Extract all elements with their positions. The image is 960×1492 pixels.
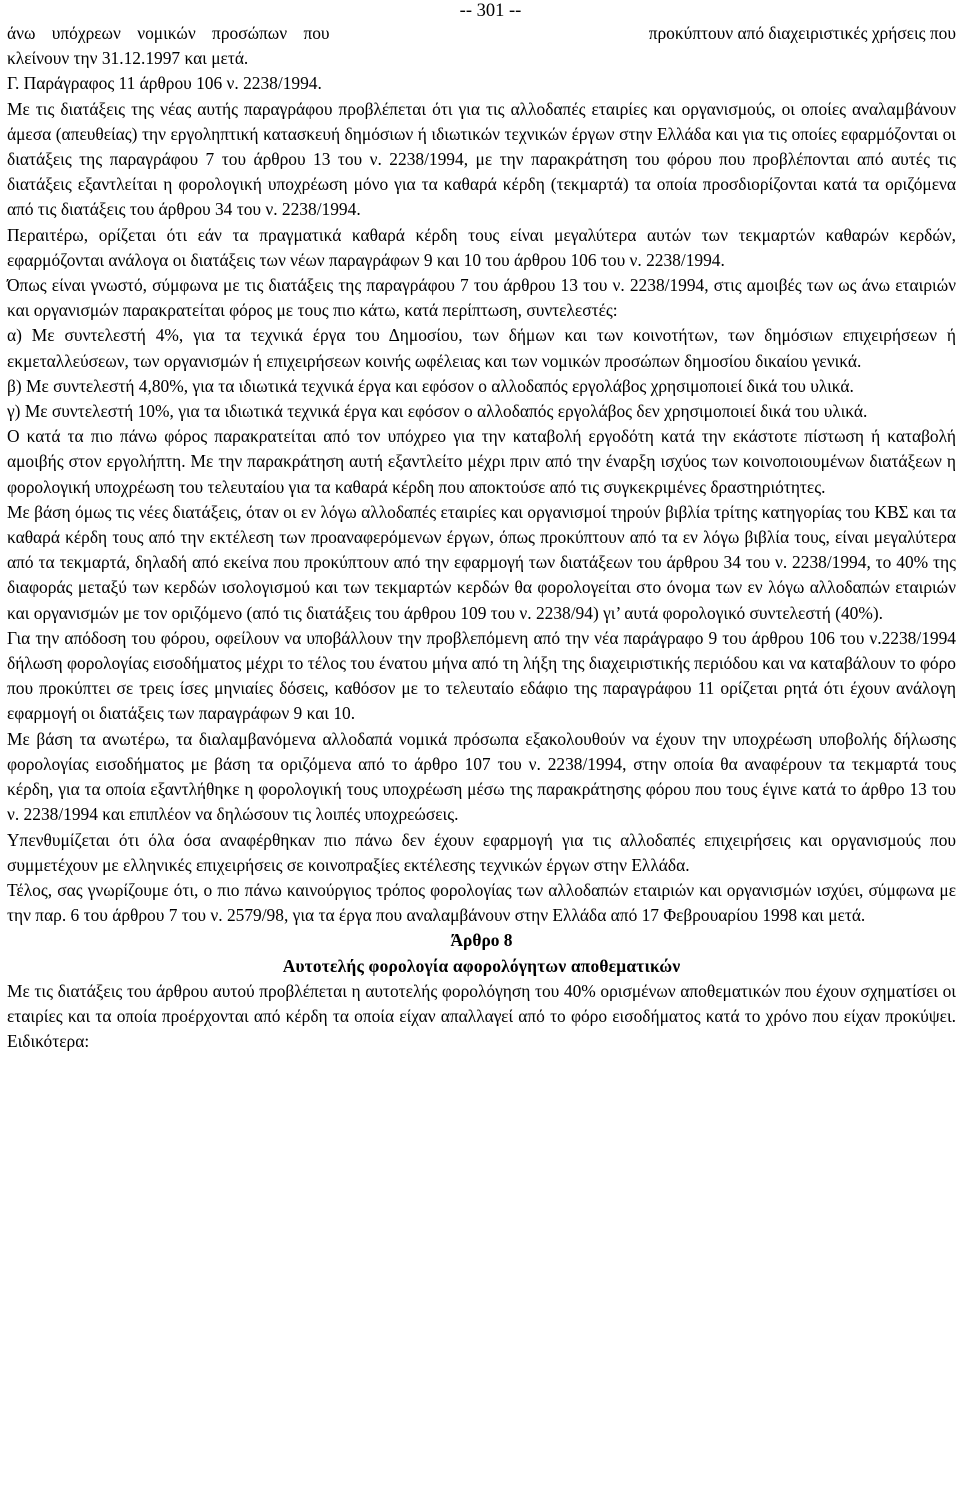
article-title: Αυτοτελής φορολογία αφορολόγητων αποθεματικών bbox=[282, 955, 681, 976]
continuation-line bbox=[7, 21, 956, 46]
list-item-rate-a: α) Με συντελεστή 4%, για τα τεχνικά έργα του Δημοσίου, των δήμων και των κοινοτήτων, των δημόσιων επιχειρήσεων ή εκμεταλλεύσεων, των οργανισμών ή επιχειρήσεων κοινής ωφέλειας και των νομικών προσώπων δημοσίου δικαίου γενικά. bbox=[7, 325, 956, 371]
article-number: Άρθρο 8 bbox=[450, 930, 513, 951]
paragraph-declaration: Με βάση τα ανωτέρω, τα διαλαμβανόμενα αλλοδαπά νομικά πρόσωπα εξακολουθούν να έχουν την υποχρέωση υποβολής δήλωσης φορολογίας εισοδήματος με βάση τα οριζόμενα από το άρθρο 107 του ν. 2238/1994, στην οποία θα αναφέρουν τα τεκμαρτά τους κέρδη, για τα οποία εξαντλήθηκε η φορολογική τους υποχρέωση μέσω της παρακράτησης φόρου που τους έγινε κατά το άρθρο 13 του ν. 2238/1994 και επιπλέον να δηλώσουν τις λοιπές υποχρεώσεις. bbox=[7, 728, 956, 825]
paragraph-withholding-rates: Όπως είναι γνωστό, σύμφωνα με τις διατάξεις της παραγράφου 7 του άρθρου 13 του ν. 2238/1994, στις αμοιβές των ως άνω εταιριών και οργανισμών παρακρατείται φόρος με τους πιο κάτω, κατά περίπτωση, συντελεστές: bbox=[7, 275, 956, 321]
paragraph-tax-payment: Για την απόδοση του φόρου, οφείλουν να υποβάλλουν την προβλεπόμενη από την νέα παράγραφο 9 του άρθρου 106 του ν.2238/1994 δήλωση φορολογίας εισοδήματος μέχρι το τέλος του ένατου μήνα από τη λήξη της διαχειριστικής περιόδου και να καταβάλουν το φόρο που προκύπτει σε τρεις ίσες μηνιαίες δόσεις, καθόσον με το τελευταίο εδάφιο της παραγράφου 11 ορίζεται ρητά ότι έχουν ανάλογη εφαρμογή οι διατάξεις των παραγράφων 9 και 10. bbox=[7, 627, 957, 724]
paragraph-closing-date: κλείνουν την 31.12.1997 και μετά. bbox=[7, 48, 249, 69]
document-page bbox=[7, 2, 956, 1054]
continuation-line-left: άνω υπόχρεων νομικών προσώπων που bbox=[7, 23, 330, 43]
paragraph-actual-profits: Περαιτέρω, ορίζεται ότι εάν τα πραγματικά καθαρά κέρδη τους είναι μεγαλύτερα αυτών των τεκμαρτών καθαρών κερδών, εφαρμόζονται ανάλογα οι διατάξεις των νέων παραγράφων 9 και 10 του άρθρου 106 του ν. 2238/1994. bbox=[7, 224, 956, 270]
list-item-rate-b: β) Με συντελεστή 4,80%, για τα ιδιωτικά τεχνικά έργα και εφόσον ο αλλοδαπός εργολάβος χρησιμοποιεί δικά του υλικά. bbox=[7, 375, 854, 396]
paragraph-foreign-companies: Με τις διατάξεις της νέας αυτής παραγράφου προβλέπεται ότι για τις αλλοδαπές εταιρίες και οργανισμούς, οι οποίες αναλαμβάνουν άμεσα (απευθείας) την εργοληπτική κατασκευή δημόσιων ή ιδιωτικών τεχνικών έργων στην Ελλάδα και για τις οποίες εφαρμόζονται οι διατάξεις της παραγράφου 7 του άρθρου 13 του ν. 2238/1994, με την παρακράτηση του φόρου που προβλέπονται από αυτές τις διατάξεις εξαντλείται η φορολογική υποχρέωση μόνο για τα καθαρά κέρδη (τεκμαρτά) τα οποία προσδιορίζονται κατά τα οριζόμενα από τις διατάξεις του άρθρου 34 του ν. 2238/1994. bbox=[7, 98, 956, 220]
paragraph-withholding-procedure: Ο κατά τα πιο πάνω φόρος παρακρατείται από τον υπόχρεο για την καταβολή εργοδότη κατά την εκάστοτε πίστωση ή καταβολή αμοιβής στον εργολήπτη. Με την παρακράτηση αυτή εξαντλείτο μέχρι πριν από την έναρξη ισχύος των κοινοποιουμένων διατάξεων η φορολογική υποχρέωση του τελευταίου για τα καθαρά κέρδη που αποκτούσε από τις συγκεκριμένες δραστηριότητες. bbox=[7, 426, 956, 497]
paragraph-effective-date: Τέλος, σας γνωρίζουμε ότι, ο πιο πάνω καινούργιος τρόπος φορολογίας των αλλοδαπών εταιριών και οργανισμών ισχύει, σύμφωνα με την παρ. 6 του άρθρου 7 του ν. 2579/98, για τα έργα που αναλαμβάνουν στην Ελλάδα από 17 Φεβρουαρίου 1998 και μετά. bbox=[7, 879, 956, 926]
page-number: -- 301 -- bbox=[459, 1, 522, 21]
paragraph-article-8: Με τις διατάξεις του άρθρου αυτού προβλέπεται η αυτοτελής φορολόγηση του 40% ορισμένων αποθεματικών που έχουν σχηματίσει οι εταιρίες και τα οποία προέρχονται από κέρδη τα οποία είχαν απαλλαγεί από το φόρο εισοδήματος κατά το χρόνο που είχαν προκύψει. Ειδικότερα: bbox=[7, 980, 956, 1052]
paragraph-new-provisions: Με βάση όμως τις νέες διατάξεις, όταν οι εν λόγω αλλοδαπές εταιρίες και οργανισμοί τηρούν βιβλία τρίτης κατηγορίας του ΚΒΣ και τα καθαρά κέρδη τους από την εκτέλεση των προαναφερόμενων έργων, όπως προκύπτουν από τα εν λόγω βιβλία τους, είναι μεγαλύτερα από τα τεκμαρτά, δηλαδή από εκείνα που προκύπτουν από την εφαρμογή των διατάξεων του άρθρου 34 του ν. 2238/1994, το 40% της διαφοράς μεταξύ των κερδών ισολογισμού και των τεκμαρτών κερδών θα φορολογείται στο όνομα των εν λόγω αλλοδαπών εταιριών και οργανισμών με τον οριζόμενο (από τις διατάξεις του άρθρου 109 του ν. 2238/94) γι’ αυτά φορολογικό συντελεστή (40%). bbox=[7, 501, 956, 623]
list-item-rate-c: γ) Με συντελεστή 10%, για τα ιδιωτικά τεχνικά έργα και εφόσον ο αλλοδαπός εργολάβος δεν χρησιμοποιεί δικά του υλικά. bbox=[7, 401, 868, 422]
continuation-line-right: προκύπτουν από διαχειριστικές χρήσεις που bbox=[648, 23, 956, 43]
section-heading-g: Γ. Παράγραφος 11 άρθρου 106 ν. 2238/1994. bbox=[7, 73, 322, 94]
paragraph-joint-ventures: Υπενθυμίζεται ότι όλα όσα αναφέρθηκαν πιο πάνω δεν έχουν εφαρμογή για τις αλλοδαπές επιχειρήσεις και οργανισμούς που συμμετέχουν με ελληνικές επιχειρήσεις σε κοινοπραξίες εκτέλεσης τεχνικών έργων στην Ελλάδα. bbox=[7, 829, 956, 875]
